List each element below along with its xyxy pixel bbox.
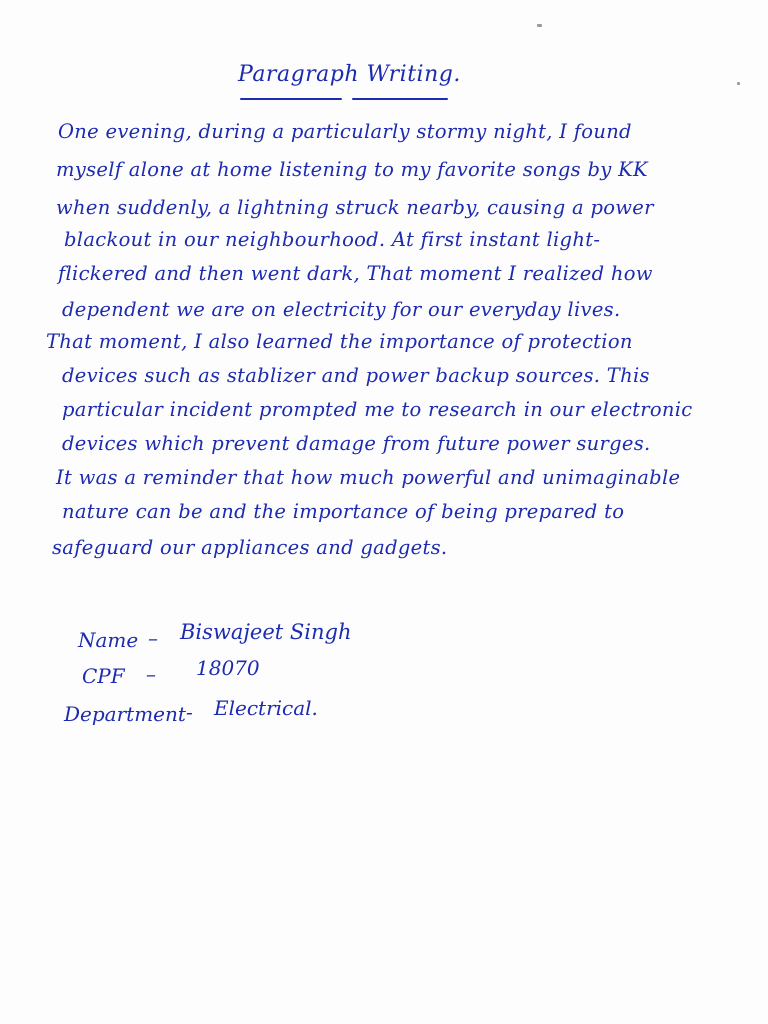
paragraph-line: devices which prevent damage from future power surges. — [62, 432, 651, 455]
paragraph-line: flickered and then went dark, That moment I realized how — [58, 262, 653, 285]
name-label: Name — [78, 628, 139, 652]
cpf-separator: – — [146, 662, 156, 686]
title-underline — [352, 98, 448, 100]
paragraph-line: safeguard our appliances and gadgets. — [52, 536, 448, 559]
title-underline — [240, 98, 342, 100]
page-title: Paragraph Writing. — [238, 62, 461, 87]
paragraph-line: devices such as stablizer and power backup sources. This — [62, 364, 650, 387]
paragraph-line: when suddenly, a lightning struck nearby, causing a power — [56, 196, 654, 219]
scan-speck — [737, 82, 740, 85]
paragraph-line: It was a reminder that how much powerful and unimaginable — [56, 466, 681, 489]
name-value: Biswajeet Singh — [180, 620, 352, 644]
name-separator: – — [148, 626, 158, 650]
paragraph-line: That moment, I also learned the importance of protection — [46, 330, 633, 353]
cpf-label: CPF — [82, 664, 125, 688]
department-value: Electrical. — [214, 696, 318, 720]
paragraph-line: blackout in our neighbourhood. At first instant light- — [64, 228, 601, 251]
paragraph-line: dependent we are on electricity for our everyday lives. — [62, 298, 621, 321]
cpf-value: 18070 — [196, 656, 260, 680]
paragraph-line: One evening, during a particularly stormy night, I found — [58, 120, 632, 143]
department-label: Department — [64, 702, 186, 726]
paragraph-line: myself alone at home listening to my favorite songs by KK — [56, 158, 648, 181]
scan-speck — [537, 24, 542, 27]
paragraph-line: particular incident prompted me to research in our electronic — [62, 398, 693, 421]
paragraph-line: nature can be and the importance of being prepared to — [62, 500, 625, 523]
department-separator: - — [186, 700, 193, 724]
